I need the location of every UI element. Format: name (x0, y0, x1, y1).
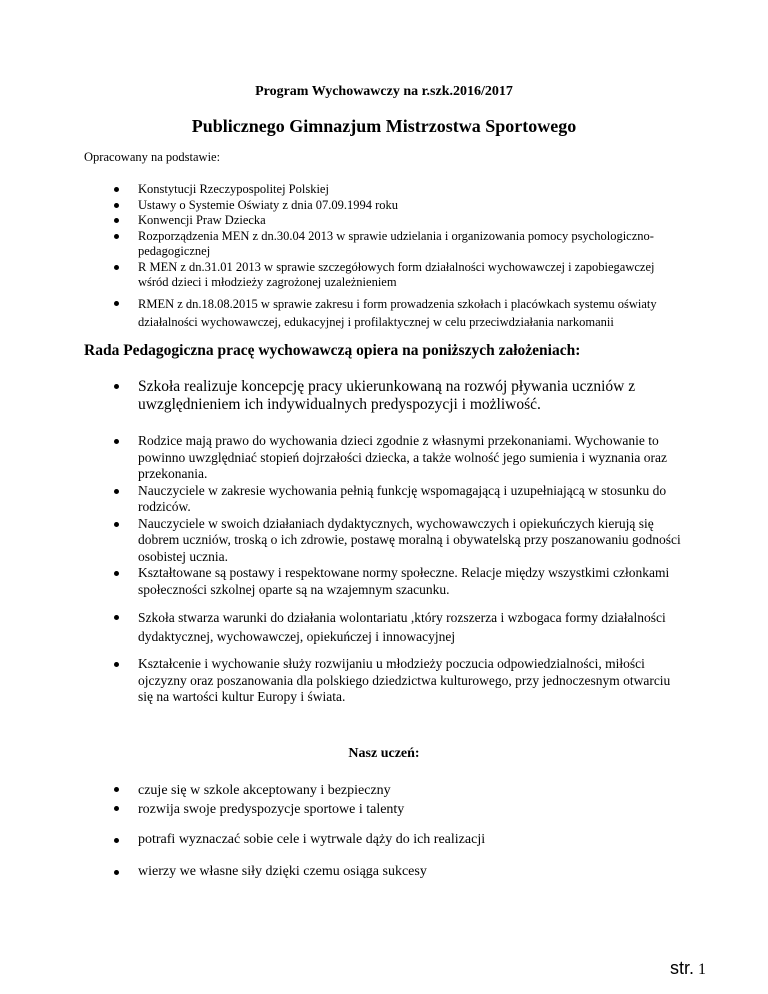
legal-basis-list-2 (138, 296, 678, 331)
basis-label: Opracowany na podstawie: (84, 150, 221, 164)
list-item: Rozporządzenia MEN z dn.30.04 2013 w sprawie udzielania i organizowania pomocy psychologiczno-pedagogicznej (138, 229, 678, 260)
list-item: potrafi wyznaczać sobie cele i wytrwale dąży do ich realizacji (138, 832, 686, 849)
student-list-2 (138, 832, 686, 849)
list-item: R MEN z dn.31.01 2013 w sprawie szczegółowych form działalności wychowawczej i zapobiegawczej wśród dzieci i młodzieży zagrożonej uzależnieniem (138, 260, 678, 291)
legal-basis-list (138, 182, 678, 291)
principles-list (138, 433, 686, 598)
document-title: Program Wychowawczy na r.szk.2016/2017 (255, 84, 513, 99)
list-item: Szkoła stwarza warunki do działania wolontariatu ,który rozszerza i wzbogaca formy działalności dydaktycznej, wychowawczej, opiekuńczej i innowacyjnej (138, 609, 686, 646)
list-item: czuje się w szkole akceptowany i bezpieczny (138, 781, 686, 800)
principles-main-list (138, 378, 658, 414)
list-item: rozwija swoje predyspozycje sportowe i talenty (138, 800, 686, 819)
page-number-value: 1 (698, 961, 706, 978)
list-item: wierzy we własne siły dzięki czemu osiąga sukcesy (138, 864, 686, 881)
list-item: Rodzice mają prawo do wychowania dzieci zgodnie z własnymi przekonaniami. Wychowanie to powinno uwzględniać stopień dojrzałości dziecka, a także wolność jego sumienia i wyznania oraz przekonania. (138, 433, 686, 483)
list-item: Kształtowane są postawy i respektowane normy społeczne. Relacje między wszystkimi członkami społeczności szkolnej oparte są na wzajemnym szacunku. (138, 565, 686, 598)
list-item: Ustawy o Systemie Oświaty z dnia 07.09.1994 roku (138, 198, 678, 214)
student-list (138, 781, 686, 819)
principles-list-3 (138, 656, 686, 706)
list-item: Nauczyciele w swoich działaniach dydaktycznych, wychowawczych i opiekuńczych kierują się dobrem uczniów, troską o ich zdrowie, postawę moralną i obywatelską przy poszanowaniu godności osobistej ucznia. (138, 516, 686, 566)
principles-heading: Rada Pedagogiczna pracę wychowawczą opiera na poniższych założeniach: (84, 342, 581, 359)
student-heading: Nasz uczeń: (348, 746, 420, 761)
document-heading: Publicznego Gimnazjum Mistrzostwa Sportowego (191, 116, 577, 136)
page-number (670, 958, 706, 979)
list-item: Konstytucji Rzeczypospolitej Polskiej (138, 182, 678, 198)
list-item: RMEN z dn.18.08.2015 w sprawie zakresu i form prowadzenia szkołach i placówkach systemu oświaty działalności wychowawczej, edukacyjnej i profilaktycznej w celu przeciwdziałania narkomanii (138, 296, 678, 331)
list-item: Nauczyciele w zakresie wychowania pełnią funkcję wspomagającą i uzupełniającą w stosunku do rodziców. (138, 483, 686, 516)
page-label: str. (669, 958, 694, 978)
list-item: Konwencji Praw Dziecka (138, 213, 678, 229)
student-list-3 (138, 864, 686, 881)
list-item: Kształcenie i wychowanie służy rozwijaniu u młodzieży poczucia odpowiedzialności, miłości ojczyzny oraz poszanowania dla polskiego dziedzictwa kulturowego, przy jednoczesnym otwarciu się na wartości kultur Europy i świata. (138, 656, 686, 706)
principles-list-2 (138, 609, 686, 646)
list-item: Szkoła realizuje koncepcję pracy ukierunkowaną na rozwój pływania uczniów z uwzględnieniem ich indywidualnych predyspozycji i możliwość. (138, 378, 658, 414)
